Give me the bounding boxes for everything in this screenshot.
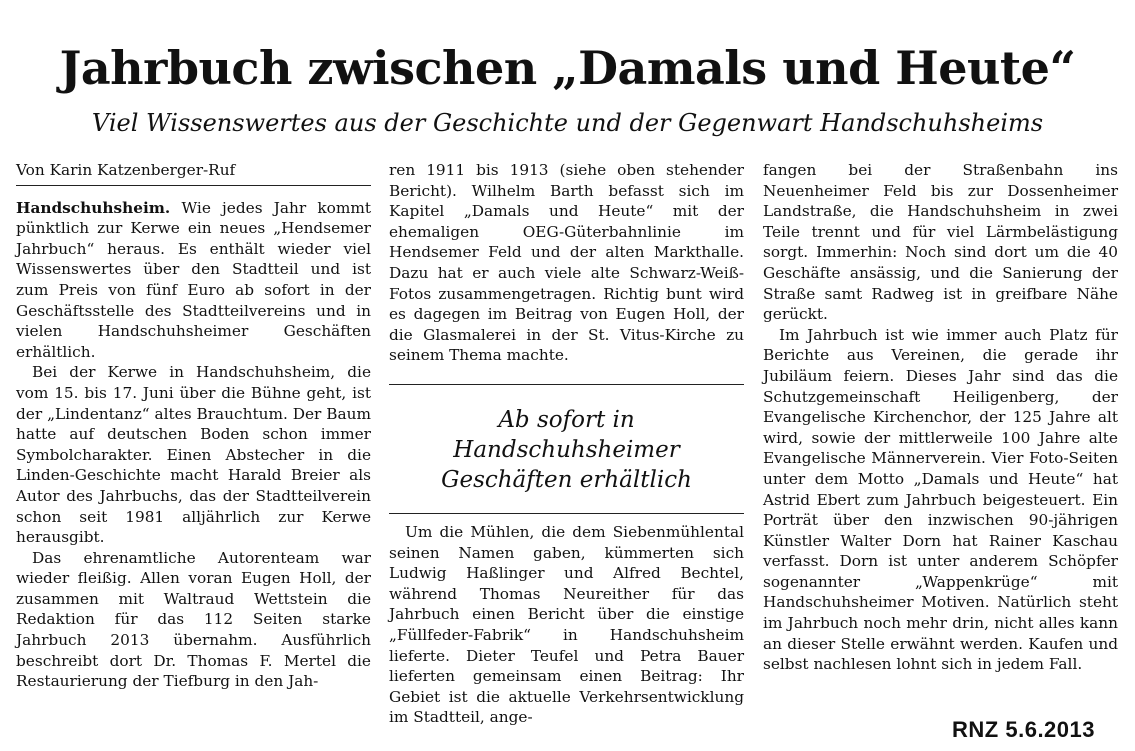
- paragraph-1: Wie jedes Jahr kommt pünktlich zur Kerwe ein neues „Hendsemer Jahrbuch“ heraus. Es enthält wieder viel Wissenswertes über den Stadtteil und ist zum Preis von fünf Euro ab sofort in der Geschäftsstelle des Stadtteilvereins und in vielen Handschuhsheimer Geschäften erhältlich.: [16, 198, 371, 361]
- headline: Jahrbuch zwischen „Damals und Heute“: [59, 41, 1076, 95]
- column-3: [763, 160, 1118, 675]
- divider: [389, 513, 744, 514]
- column-1: [16, 160, 371, 692]
- source-stamp: RNZ 5.6.2013: [952, 717, 1095, 742]
- paragraph-4: Um die Mühlen, die dem Siebenmühlental seinen Namen gaben, kümmerten sich Ludwig Haßlinger und Alfred Bechtel, während Thomas Neureither für das Jahrbuch einen Bericht über die einstige „Füllfeder-Fabrik“ in Handschuhsheim lieferte. Dieter Teufel und Petra Bauer lieferten gemeinsam einen Beitrag: Ihr Gebiet ist die aktuelle Verkehrsentwicklung im Stadtteil, ange-: [389, 522, 744, 727]
- paragraph-5: Im Jahrbuch ist wie immer auch Platz für Berichte aus Vereinen, die gerade ihr Jubiläum feiern. Dieses Jahr sind das die Schutzgemeinschaft Heiligenberg, der Evangelische Kirchenchor, der 125 Jahre alt wird, sowie der mittlerweile 100 Jahre alte Evangelische Männerverein. Vier Foto-Seiten unter dem Motto „Damals und Heute“ hat Astrid Ebert zum Jahrbuch beigesteuert. Ein Porträt über den inzwischen 90-jährigen Künstler Walter Dorn hat Rainer Kaschau verfasst. Dorn ist unter anderem Schöpfer sogenannter „Wappenkrüge“ mit Handschuhsheimer Motiven. Natürlich steht im Jahrbuch noch mehr drin, nicht alles kann an dieser Stelle erwähnt werden. Kaufen und selbst nachlesen lohnt sich in jedem Fall.: [763, 325, 1118, 674]
- box-heading: Ab sofort in Handschuhsheimer Geschäften erhältlich: [441, 406, 692, 493]
- paragraph-3: Das ehrenamtliche Autorenteam war wieder fleißig. Allen voran Eugen Holl, der zusammen mit Waltraud Wettstein die Redaktion für das 112 Seiten starke Jahrbuch 2013 übernahm. Ausführlich beschreibt dort Dr. Thomas F. Mertel die Restaurierung der Tiefburg in den Jah-: [16, 548, 371, 691]
- paragraph-2: Bei der Kerwe in Handschuhsheim, die vom 15. bis 17. Juni über die Bühne geht, ist der „Lindentanz“ altes Brauchtum. Der Baum hatte auf deutschen Boden schon immer Symbolcharakter. Einen Abstecher in die Linden-Geschichte macht Harald Breier als Autor des Jahrbuchs, das der Stadtteilverein schon seit 1981 alljährlich zur Kerwe herausgibt.: [16, 363, 371, 547]
- byline: Von Karin Katzenberger-Ruf: [16, 160, 371, 186]
- paragraph-3-continued: ren 1911 bis 1913 (siehe oben stehender Bericht). Wilhelm Barth befasst sich im Kapitel „Damals und Heute“ mit der ehemaligen OEG-Güterbahnlinie im Hendsemer Feld und der alten Markthalle. Dazu hat er auch viele alte Schwarz-Weiß-Fotos zusammengetragen. Richtig bunt wird es dagegen im Beitrag von Eugen Holl, der die Glasmalerei in der St. Vitus-Kirche zu seinem Thema machte.: [389, 161, 744, 365]
- dateline-place: Handschuhsheim.: [16, 198, 171, 217]
- divider: [389, 384, 744, 385]
- column-2: [389, 160, 744, 728]
- paragraph-4-continued: fangen bei der Straßenbahn ins Neuenheimer Feld bis zur Dossenheimer Landstraße, die Handschuhsheim in zwei Teile trennt und für viel Lärmbelästigung sorgt. Immerhin: Noch sind dort um die 40 Geschäfte ansässig, und die Sanierung der Straße samt Radweg ist in greifbare Nähe gerückt.: [763, 161, 1118, 324]
- paragraph-lead: [16, 198, 371, 363]
- subheadline: Viel Wissenswertes aus der Geschichte und der Gegenwart Handschuhsheims: [91, 109, 1044, 137]
